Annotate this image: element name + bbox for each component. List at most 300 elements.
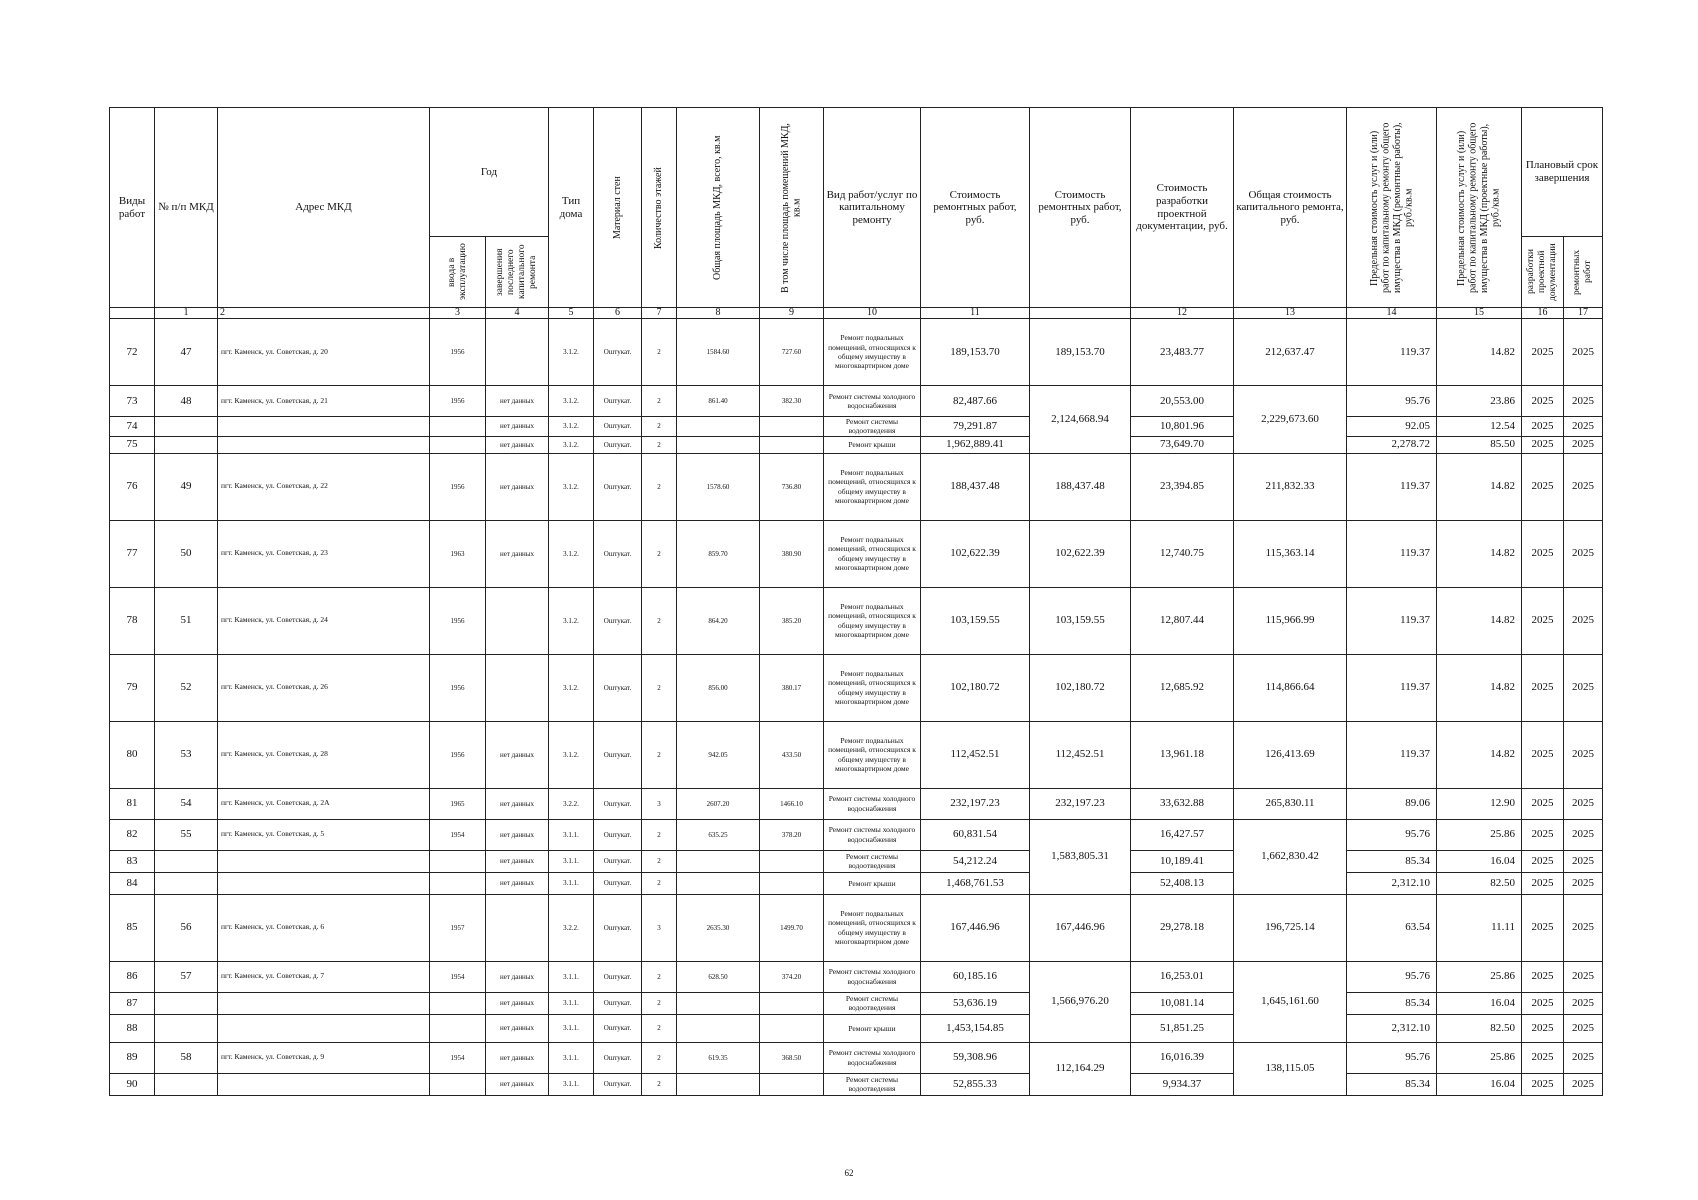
cell-address (218, 1014, 430, 1042)
table-body (110, 319, 1603, 1096)
cell-plan-repair: 2025 (1564, 850, 1603, 872)
cell-area-premises (760, 417, 824, 437)
cell-etazhi: 2 (642, 520, 677, 587)
cell-np: 53 (155, 721, 218, 788)
cell-limit-project: 14.82 (1437, 319, 1522, 386)
cell-zav (486, 319, 549, 386)
cell-area-premises: 736.80 (760, 453, 824, 520)
cell-material: Оштукат. (594, 1042, 642, 1073)
table-row (110, 587, 1603, 654)
cell-plan-repair: 2025 (1564, 1014, 1603, 1042)
cell-area (677, 1073, 760, 1095)
cell-limit-project: 85.50 (1437, 436, 1522, 453)
header-obsh-stoim: Общая стоимость капитального ремонта, руб. (1234, 108, 1347, 308)
header-address: Адрес МКД (218, 108, 430, 308)
cell-cost-total: 102,180.72 (1030, 654, 1131, 721)
cell-cost: 82,487.66 (921, 386, 1030, 417)
cell-plan-project: 2025 (1522, 1042, 1564, 1073)
cell-total-cost: 1,662,830.42 (1234, 819, 1347, 894)
col-num: 7 (642, 308, 677, 319)
cell-tip: 3.1.2. (549, 721, 594, 788)
cell-material: Оштукат. (594, 386, 642, 417)
cell-plan-project: 2025 (1522, 436, 1564, 453)
col-num: 6 (594, 308, 642, 319)
cell-address (218, 1073, 430, 1095)
cell-plan-repair: 2025 (1564, 872, 1603, 894)
table-row (110, 961, 1603, 992)
cell-vvod: 1965 (430, 788, 486, 819)
cell-area: 619.35 (677, 1042, 760, 1073)
cell-area: 2635.30 (677, 894, 760, 961)
cell-work: Ремонт подвальных помещений, относящихся к общему имуществу в многоквартирном доме (824, 453, 921, 520)
cell-plan-repair: 2025 (1564, 453, 1603, 520)
cell-zav: нет данных (486, 520, 549, 587)
cell-cost: 102,622.39 (921, 520, 1030, 587)
cell-limit-repair: 95.76 (1347, 1042, 1437, 1073)
cell-cost-total: 188,437.48 (1030, 453, 1131, 520)
cell-id: 89 (110, 1042, 155, 1073)
col-num: 1 (155, 308, 218, 319)
cell-tip: 3.2.2. (549, 894, 594, 961)
cell-etazhi: 2 (642, 1042, 677, 1073)
col-num: 15 (1437, 308, 1522, 319)
cell-project-cost: 52,408.13 (1131, 872, 1234, 894)
cell-material: Оштукат. (594, 587, 642, 654)
cell-total-cost: 115,363.14 (1234, 520, 1347, 587)
cell-limit-project: 16.04 (1437, 1073, 1522, 1095)
cell-plan-project: 2025 (1522, 587, 1564, 654)
cell-plan-project: 2025 (1522, 1073, 1564, 1095)
cell-vvod: 1954 (430, 819, 486, 850)
cell-limit-project: 14.82 (1437, 453, 1522, 520)
table-row (110, 654, 1603, 721)
cell-np: 49 (155, 453, 218, 520)
cell-area-premises: 374.20 (760, 961, 824, 992)
table-row (110, 819, 1603, 850)
cell-id: 76 (110, 453, 155, 520)
cell-area (677, 1014, 760, 1042)
cell-cost: 54,212.24 (921, 850, 1030, 872)
cell-material: Оштукат. (594, 520, 642, 587)
cell-material: Оштукат. (594, 436, 642, 453)
header-obsh-pl: Общая площадь МКД, всего, кв.м (677, 108, 760, 308)
cell-tip: 3.1.2. (549, 587, 594, 654)
cell-tip: 3.1.1. (549, 1042, 594, 1073)
cell-etazhi: 2 (642, 654, 677, 721)
cell-area: 628.50 (677, 961, 760, 992)
cell-address (218, 436, 430, 453)
cell-etazhi: 2 (642, 587, 677, 654)
cell-cost: 53,636.19 (921, 992, 1030, 1014)
cell-total-cost: 2,229,673.60 (1234, 386, 1347, 454)
cell-tip: 3.1.2. (549, 520, 594, 587)
cell-etazhi: 2 (642, 417, 677, 437)
cell-id: 77 (110, 520, 155, 587)
cell-cost-total: 189,153.70 (1030, 319, 1131, 386)
cell-limit-repair: 119.37 (1347, 520, 1437, 587)
cell-limit-project: 14.82 (1437, 587, 1522, 654)
cell-cost: 60,831.54 (921, 819, 1030, 850)
cell-work: Ремонт системы водоотведения (824, 992, 921, 1014)
cell-total-cost: 114,866.64 (1234, 654, 1347, 721)
cell-tip: 3.1.2. (549, 386, 594, 417)
cell-zav: нет данных (486, 436, 549, 453)
cell-cost-total: 112,452.51 (1030, 721, 1131, 788)
column-number-row (110, 308, 1603, 319)
cell-area (677, 850, 760, 872)
cell-vvod (430, 850, 486, 872)
cell-vvod: 1957 (430, 894, 486, 961)
cell-area-premises (760, 1014, 824, 1042)
cell-tip: 3.1.2. (549, 319, 594, 386)
cell-total-cost: 115,966.99 (1234, 587, 1347, 654)
cell-address: пгт. Каменск, ул. Советская, д. 28 (218, 721, 430, 788)
cell-id: 85 (110, 894, 155, 961)
cell-area: 1578.60 (677, 453, 760, 520)
cell-np: 51 (155, 587, 218, 654)
cell-etazhi: 2 (642, 1014, 677, 1042)
cell-cost: 112,452.51 (921, 721, 1030, 788)
cell-material: Оштукат. (594, 894, 642, 961)
cell-id: 82 (110, 819, 155, 850)
cell-limit-repair: 2,312.10 (1347, 1014, 1437, 1042)
cell-etazhi: 3 (642, 788, 677, 819)
cell-etazhi: 2 (642, 453, 677, 520)
cell-id: 80 (110, 721, 155, 788)
cell-project-cost: 33,632.88 (1131, 788, 1234, 819)
cell-vvod: 1956 (430, 453, 486, 520)
cell-np: 48 (155, 386, 218, 417)
cell-cost-total: 1,566,976.20 (1030, 961, 1131, 1042)
cell-work: Ремонт крыши (824, 436, 921, 453)
cell-etazhi: 2 (642, 961, 677, 992)
cell-limit-project: 82.50 (1437, 1014, 1522, 1042)
cell-limit-project: 25.86 (1437, 961, 1522, 992)
cell-plan-repair: 2025 (1564, 654, 1603, 721)
cell-area-premises: 1466.10 (760, 788, 824, 819)
cell-zav: нет данных (486, 417, 549, 437)
cell-zav: нет данных (486, 453, 549, 520)
cell-area-premises: 385.20 (760, 587, 824, 654)
cell-vvod (430, 1073, 486, 1095)
cell-area-premises: 382.30 (760, 386, 824, 417)
cell-zav: нет данных (486, 961, 549, 992)
table-row (110, 992, 1603, 1014)
cell-vvod (430, 872, 486, 894)
cell-address: пгт. Каменск, ул. Советская, д. 22 (218, 453, 430, 520)
cell-np (155, 992, 218, 1014)
header-god-vvoda: ввода в эксплуатацию (430, 237, 486, 308)
col-num (1030, 308, 1131, 319)
cell-plan-project: 2025 (1522, 992, 1564, 1014)
cell-area-premises: 380.90 (760, 520, 824, 587)
cell-address (218, 992, 430, 1014)
table-row (110, 386, 1603, 417)
cell-address: пгт. Каменск, ул. Советская, д. 21 (218, 386, 430, 417)
cell-id: 90 (110, 1073, 155, 1095)
cell-address: пгт. Каменск, ул. Советская, д. 23 (218, 520, 430, 587)
cell-project-cost: 12,685.92 (1131, 654, 1234, 721)
cell-id: 75 (110, 436, 155, 453)
cell-limit-repair: 2,278.72 (1347, 436, 1437, 453)
cell-zav (486, 654, 549, 721)
cell-limit-project: 14.82 (1437, 654, 1522, 721)
cell-material: Оштукат. (594, 992, 642, 1014)
col-num: 16 (1522, 308, 1564, 319)
cell-plan-project: 2025 (1522, 850, 1564, 872)
cell-area: 1584.60 (677, 319, 760, 386)
cell-work: Ремонт системы водоотведения (824, 417, 921, 437)
table-header (110, 108, 1603, 319)
table-row (110, 1042, 1603, 1073)
cell-np: 58 (155, 1042, 218, 1073)
cell-plan-project: 2025 (1522, 819, 1564, 850)
table-row (110, 436, 1603, 453)
cell-tip: 3.2.2. (549, 788, 594, 819)
cell-project-cost: 10,189.41 (1131, 850, 1234, 872)
cell-cost: 79,291.87 (921, 417, 1030, 437)
cell-area: 861.40 (677, 386, 760, 417)
cell-area: 864.20 (677, 587, 760, 654)
cell-material: Оштукат. (594, 850, 642, 872)
cell-limit-repair: 63.54 (1347, 894, 1437, 961)
cell-area-premises (760, 1073, 824, 1095)
cell-id: 72 (110, 319, 155, 386)
cell-id: 78 (110, 587, 155, 654)
col-num: 13 (1234, 308, 1347, 319)
cell-area-premises: 368.50 (760, 1042, 824, 1073)
cell-limit-repair: 89.06 (1347, 788, 1437, 819)
capital-repair-table (109, 107, 1603, 1096)
table-row (110, 1014, 1603, 1042)
cell-project-cost: 12,807.44 (1131, 587, 1234, 654)
cell-zav: нет данных (486, 992, 549, 1014)
cell-plan-project: 2025 (1522, 1014, 1564, 1042)
cell-limit-repair: 85.34 (1347, 1073, 1437, 1095)
header-material: Материал стен (594, 108, 642, 308)
cell-id: 81 (110, 788, 155, 819)
cell-etazhi: 2 (642, 721, 677, 788)
cell-etazhi: 2 (642, 319, 677, 386)
cell-limit-project: 23.86 (1437, 386, 1522, 417)
cell-cost: 52,855.33 (921, 1073, 1030, 1095)
cell-limit-project: 12.54 (1437, 417, 1522, 437)
cell-cost: 232,197.23 (921, 788, 1030, 819)
header-pred-rem: Предельная стоимость услуг и (или) работ по капитальному ремонту общего имущества в МКД (ремонтные работы), руб./кв.м (1347, 108, 1437, 308)
cell-project-cost: 13,961.18 (1131, 721, 1234, 788)
cell-np (155, 850, 218, 872)
cell-limit-repair: 119.37 (1347, 319, 1437, 386)
cell-work: Ремонт подвальных помещений, относящихся к общему имуществу в многоквартирном доме (824, 894, 921, 961)
table-row (110, 872, 1603, 894)
cell-project-cost: 23,483.77 (1131, 319, 1234, 386)
cell-tip: 3.1.2. (549, 654, 594, 721)
cell-vvod: 1956 (430, 587, 486, 654)
cell-vvod: 1956 (430, 319, 486, 386)
cell-etazhi: 2 (642, 992, 677, 1014)
cell-tip: 3.1.1. (549, 850, 594, 872)
table-row (110, 453, 1603, 520)
header-plan-proekt: разработки проектной документации (1522, 237, 1564, 308)
cell-etazhi: 2 (642, 819, 677, 850)
cell-limit-repair: 95.76 (1347, 386, 1437, 417)
header-vid-rabot-uslug: Вид работ/услуг по капитальному ремонту (824, 108, 921, 308)
cell-area-premises: 727.60 (760, 319, 824, 386)
cell-np (155, 872, 218, 894)
cell-project-cost: 12,740.75 (1131, 520, 1234, 587)
cell-address: пгт. Каменск, ул. Советская, д. 6 (218, 894, 430, 961)
cell-work: Ремонт подвальных помещений, относящихся к общему имуществу в многоквартирном доме (824, 654, 921, 721)
cell-cost: 1,453,154.85 (921, 1014, 1030, 1042)
header-np-mkd: № п/п МКД (155, 108, 218, 308)
cell-limit-repair: 85.34 (1347, 850, 1437, 872)
cell-area (677, 417, 760, 437)
cell-project-cost: 51,851.25 (1131, 1014, 1234, 1042)
cell-id: 79 (110, 654, 155, 721)
cell-plan-repair: 2025 (1564, 1073, 1603, 1095)
cell-cost-total: 232,197.23 (1030, 788, 1131, 819)
cell-plan-repair: 2025 (1564, 819, 1603, 850)
cell-limit-repair: 2,312.10 (1347, 872, 1437, 894)
cell-total-cost: 211,832.33 (1234, 453, 1347, 520)
cell-id: 74 (110, 417, 155, 437)
cell-zav: нет данных (486, 721, 549, 788)
cell-vvod (430, 992, 486, 1014)
cell-area-premises: 433.50 (760, 721, 824, 788)
cell-etazhi: 3 (642, 894, 677, 961)
cell-project-cost: 9,934.37 (1131, 1073, 1234, 1095)
cell-cost: 189,153.70 (921, 319, 1030, 386)
cell-plan-project: 2025 (1522, 654, 1564, 721)
cell-work: Ремонт системы водоотведения (824, 850, 921, 872)
cell-zav: нет данных (486, 1014, 549, 1042)
cell-limit-repair: 119.37 (1347, 453, 1437, 520)
capital-repair-table-sheet (109, 107, 1602, 1096)
cell-limit-project: 14.82 (1437, 721, 1522, 788)
cell-plan-project: 2025 (1522, 894, 1564, 961)
cell-plan-project: 2025 (1522, 386, 1564, 417)
cell-address: пгт. Каменск, ул. Советская, д. 2А (218, 788, 430, 819)
cell-id: 88 (110, 1014, 155, 1042)
cell-plan-repair: 2025 (1564, 1042, 1603, 1073)
cell-plan-project: 2025 (1522, 453, 1564, 520)
cell-zav: нет данных (486, 819, 549, 850)
cell-limit-project: 82.50 (1437, 872, 1522, 894)
cell-vvod (430, 1014, 486, 1042)
cell-material: Оштукат. (594, 319, 642, 386)
cell-plan-repair: 2025 (1564, 436, 1603, 453)
cell-zav: нет данных (486, 1073, 549, 1095)
cell-area-premises (760, 850, 824, 872)
col-num: 17 (1564, 308, 1603, 319)
cell-plan-project: 2025 (1522, 417, 1564, 437)
cell-material: Оштукат. (594, 788, 642, 819)
cell-work: Ремонт подвальных помещений, относящихся к общему имуществу в многоквартирном доме (824, 587, 921, 654)
cell-np (155, 1073, 218, 1095)
cell-work: Ремонт подвальных помещений, относящихся к общему имуществу в многоквартирном доме (824, 520, 921, 587)
cell-material: Оштукат. (594, 453, 642, 520)
cell-plan-repair: 2025 (1564, 319, 1603, 386)
cell-work: Ремонт системы водоотведения (824, 1073, 921, 1095)
col-num: 5 (549, 308, 594, 319)
cell-address (218, 872, 430, 894)
cell-project-cost: 10,081.14 (1131, 992, 1234, 1014)
cell-plan-repair: 2025 (1564, 961, 1603, 992)
cell-total-cost: 126,413.69 (1234, 721, 1347, 788)
cell-address: пгт. Каменск, ул. Советская, д. 9 (218, 1042, 430, 1073)
cell-material: Оштукат. (594, 721, 642, 788)
cell-plan-repair: 2025 (1564, 587, 1603, 654)
cell-area-premises: 380.17 (760, 654, 824, 721)
cell-vvod: 1956 (430, 721, 486, 788)
cell-project-cost: 23,394.85 (1131, 453, 1234, 520)
cell-id: 84 (110, 872, 155, 894)
cell-vvod (430, 436, 486, 453)
cell-plan-repair: 2025 (1564, 520, 1603, 587)
table-row (110, 850, 1603, 872)
cell-address: пгт. Каменск, ул. Советская, д. 7 (218, 961, 430, 992)
cell-cost: 102,180.72 (921, 654, 1030, 721)
cell-cost-total: 1,583,805.31 (1030, 819, 1131, 894)
cell-plan-project: 2025 (1522, 721, 1564, 788)
cell-area-premises (760, 872, 824, 894)
cell-work: Ремонт крыши (824, 1014, 921, 1042)
cell-address: пгт. Каменск, ул. Советская, д. 26 (218, 654, 430, 721)
table-row (110, 721, 1603, 788)
cell-vvod: 1963 (430, 520, 486, 587)
col-num: 2 (218, 308, 430, 319)
cell-area: 635.25 (677, 819, 760, 850)
cell-np: 57 (155, 961, 218, 992)
cell-zav: нет данных (486, 850, 549, 872)
cell-total-cost: 196,725.14 (1234, 894, 1347, 961)
cell-vvod: 1956 (430, 654, 486, 721)
header-plan-rem: ремонтных работ (1564, 237, 1603, 308)
table-row (110, 894, 1603, 961)
cell-work: Ремонт крыши (824, 872, 921, 894)
cell-cost: 1,962,889.41 (921, 436, 1030, 453)
cell-address: пгт. Каменск, ул. Советская, д. 5 (218, 819, 430, 850)
cell-np: 56 (155, 894, 218, 961)
cell-cost: 167,446.96 (921, 894, 1030, 961)
table-row (110, 520, 1603, 587)
cell-limit-project: 25.86 (1437, 1042, 1522, 1073)
cell-limit-repair: 95.76 (1347, 819, 1437, 850)
cell-cost: 59,308.96 (921, 1042, 1030, 1073)
col-num: 10 (824, 308, 921, 319)
cell-cost-total: 167,446.96 (1030, 894, 1131, 961)
page-number: 62 (844, 1168, 854, 1178)
cell-cost: 188,437.48 (921, 453, 1030, 520)
cell-cost-total: 103,159.55 (1030, 587, 1131, 654)
cell-np (155, 1014, 218, 1042)
cell-work: Ремонт системы холодного водоснабжения (824, 386, 921, 417)
cell-tip: 3.1.1. (549, 819, 594, 850)
cell-work: Ремонт подвальных помещений, относящихся к общему имуществу в многоквартирном доме (824, 721, 921, 788)
cell-limit-repair: 92.05 (1347, 417, 1437, 437)
table-row (110, 319, 1603, 386)
cell-plan-repair: 2025 (1564, 992, 1603, 1014)
col-num: 14 (1347, 308, 1437, 319)
cell-zav: нет данных (486, 788, 549, 819)
cell-material: Оштукат. (594, 1014, 642, 1042)
header-god-zaversh: завершения последнего капитального ремонта (486, 237, 549, 308)
cell-work: Ремонт системы холодного водоснабжения (824, 788, 921, 819)
cell-address (218, 417, 430, 437)
cell-plan-repair: 2025 (1564, 721, 1603, 788)
cell-np (155, 436, 218, 453)
cell-np (155, 417, 218, 437)
